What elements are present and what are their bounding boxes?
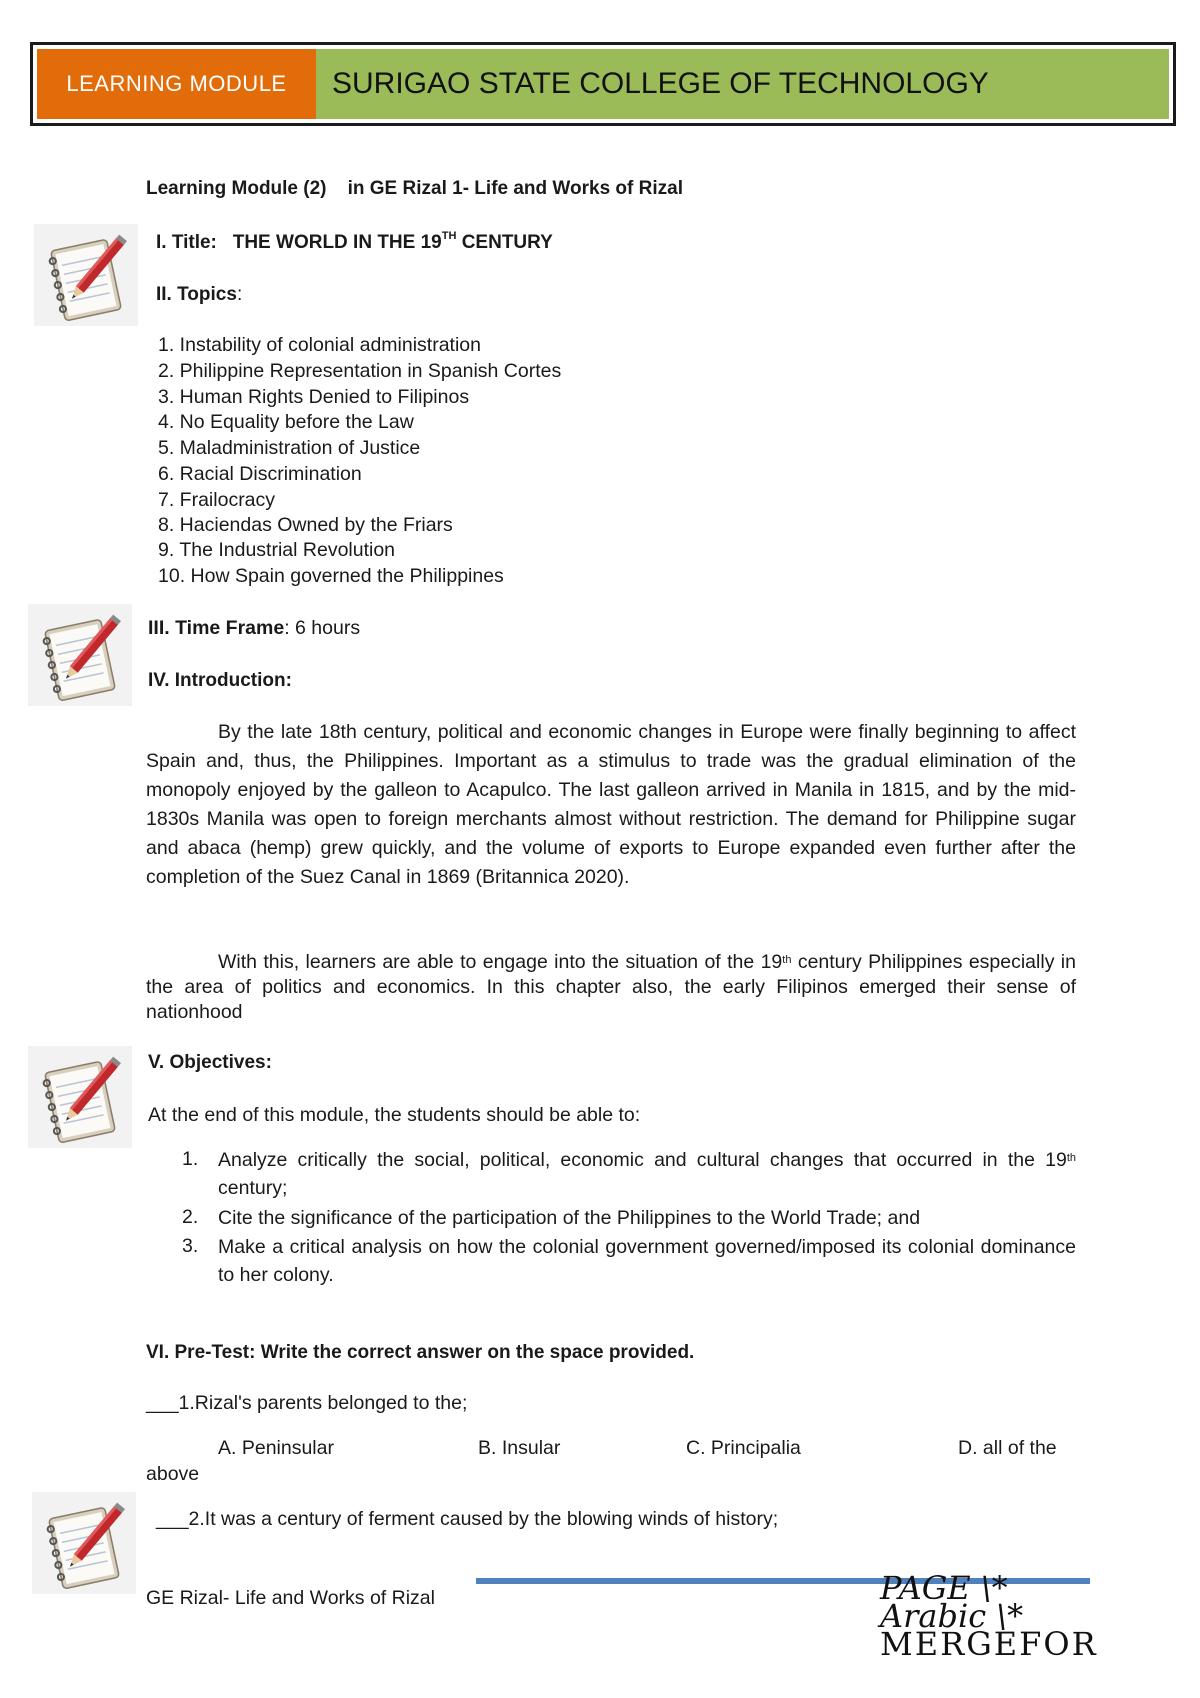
topic-item: 6. Racial Discrimination xyxy=(158,463,362,485)
topics-heading-label: II. Topics xyxy=(156,284,237,305)
title-sup: TH xyxy=(441,230,457,242)
topics-heading-colon: : xyxy=(236,284,243,305)
objective-item xyxy=(218,1146,1076,1202)
pretest-heading: VI. Pre-Test: Write the correct answer on the space provided. xyxy=(146,1342,695,1363)
pretest-option-b: B. Insular xyxy=(478,1437,561,1459)
pretest-option-c: C. Principalia xyxy=(686,1437,801,1459)
topic-item: 7. Frailocracy xyxy=(158,489,276,511)
topic-item: 2. Philippine Representation in Spanish Cortes xyxy=(158,360,562,382)
topic-item: 8. Haciendas Owned by the Friars xyxy=(158,514,453,536)
objective-number: 1. xyxy=(182,1148,199,1170)
objective-item xyxy=(218,1233,1076,1289)
pretest-option-a: A. Peninsular xyxy=(218,1437,334,1459)
notepad-pencil-icon xyxy=(28,1046,132,1148)
objective-text: Analyze critically the social, political, economic and cultural changes that occurred in the 19 xyxy=(218,1149,1067,1171)
title-line xyxy=(156,232,553,254)
introduction-paragraph: By the late 18th century, political and economic changes in Europe were finally beginning to affect Spain and, thus, the Philippines. Important as a stimulus to trade was the gradual elimination of the monopoly enjoyed by the galleon to Acapulco. The last galleon arrived in Manila in 1815, and by the mid-1830s Manila was open to foreign merchants almost without restriction. The demand for Philippine sugar and abaca (hemp) grew quickly, and the volume of exports to Europe expanded even further after the completion of the Suez Canal in 1869 (Britannica 2020). xyxy=(146,721,1076,888)
topic-item: 1. Instability of colonial administration xyxy=(158,334,481,356)
time-frame-value: : 6 hours xyxy=(284,617,361,639)
footer-text: GE Rizal- Life and Works of Rizal xyxy=(146,1587,435,1609)
page-field-line: Arabic \* xyxy=(880,1597,1024,1635)
intro-para2-b: century Philippines especially in the area of politics and economics. In this chapter also, the early Filipinos emerged their sense of nationhood xyxy=(146,951,1076,1023)
objective-item xyxy=(218,1204,1076,1232)
college-name: SURIGAO STATE COLLEGE OF TECHNOLOGY xyxy=(316,49,1169,119)
pretest-question-1: ___1.Rizal's parents belonged to the; xyxy=(146,1392,468,1414)
objective-number: 2. xyxy=(182,1206,199,1228)
notepad-pencil-icon xyxy=(28,604,132,706)
objectives-intro: At the end of this module, the students should be able to: xyxy=(148,1104,641,1126)
page-field-code xyxy=(880,1569,1098,1663)
objective-text-after: century; xyxy=(218,1177,288,1199)
title-text-after: CENTURY xyxy=(456,232,553,253)
title-text: THE WORLD IN THE 19 xyxy=(232,232,442,253)
title-label: I. Title: xyxy=(156,232,217,253)
header-banner xyxy=(30,42,1176,126)
topic-item: 5. Maladministration of Justice xyxy=(158,437,421,459)
introduction-paragraph-2 xyxy=(146,950,1076,1025)
pretest-question-2: ___2.It was a century of ferment caused by the blowing winds of history; xyxy=(156,1508,779,1530)
objectives-heading: V. Objectives: xyxy=(148,1052,272,1073)
intro-para2-a: With this, learners are able to engage into the situation of the 19 xyxy=(218,951,783,973)
introduction-heading: IV. Introduction: xyxy=(148,670,292,691)
topics-heading xyxy=(156,284,242,306)
notepad-pencil-icon xyxy=(34,224,138,326)
learning-module-label: LEARNING MODULE xyxy=(37,49,316,119)
topic-item: 9. The Industrial Revolution xyxy=(158,539,396,561)
objective-text: Cite the significance of the participation of the Philippines to the World Trade; and xyxy=(218,1207,921,1229)
objective-sup: th xyxy=(1066,1152,1076,1164)
objective-text: Make a critical analysis on how the colonial government governed/imposed its colonial dominance to her colony. xyxy=(218,1236,1076,1286)
page-field-line: PAGE \* xyxy=(880,1569,1008,1607)
notepad-pencil-icon xyxy=(32,1492,136,1594)
time-frame xyxy=(148,617,360,640)
page-field-line: MERGEFOR xyxy=(880,1625,1098,1663)
topic-item: 10. How Spain governed the Philippines xyxy=(158,565,504,587)
pretest-option-wrap: above xyxy=(146,1463,200,1485)
module-line: Learning Module (2) in GE Rizal 1- Life and Works of Rizal xyxy=(146,178,683,199)
pretest-option-d: D. all of the xyxy=(958,1437,1057,1459)
topic-item: 4. No Equality before the Law xyxy=(158,411,414,433)
topic-item: 3. Human Rights Denied to Filipinos xyxy=(158,386,470,408)
time-frame-label: III. Time Frame xyxy=(148,617,285,639)
objective-number: 3. xyxy=(182,1235,199,1257)
intro-para2-sup: th xyxy=(782,954,792,966)
